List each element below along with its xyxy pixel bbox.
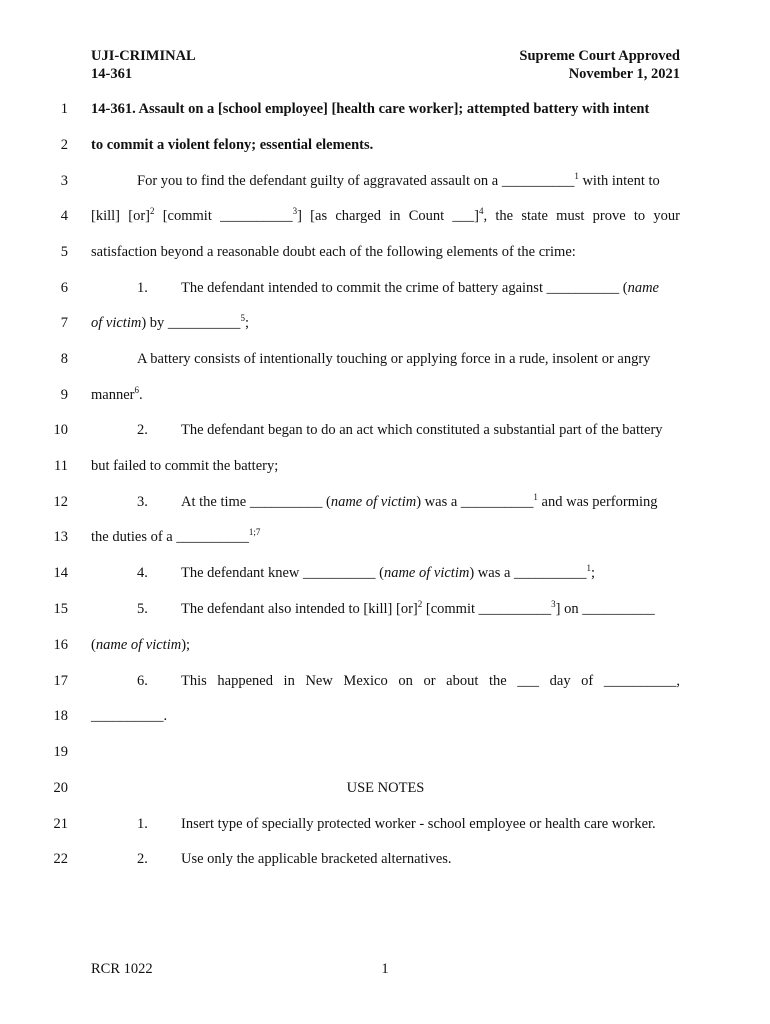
line-number: 12 [53,494,68,510]
footer-rule-number: RCR 1022 [91,961,153,977]
element-number: 2. [137,422,148,438]
footnote-ref: 1 [574,171,579,181]
body-text-italic: name of victim [330,494,417,510]
footnote-ref: 1 [586,563,592,573]
body-text: ; [244,315,249,331]
use-note-number: 2. [137,851,148,867]
body-line-5: satisfaction beyond a reasonable doubt each of the following elements of the crime: [91,244,576,260]
body-line-16 [91,637,680,654]
body-text: The defendant also intended to [kill] [or] [181,601,418,617]
body-text: The defendant began to do an act which constituted a substantial part of the battery [181,422,663,438]
body-text: ; [591,565,596,581]
body-text: the duties of a __________ [91,529,249,545]
body-text: [commit __________ [422,601,552,617]
instruction-title-line-1: 14-361. Assault on a [school employee] [health care worker]; attempted battery with intent [91,101,650,117]
battery-definition: A battery consists of intentionally touching or applying force in a rude, insolent or angry [137,351,651,367]
use-note-text: Insert type of specially protected worker - school employee or health care worker. [181,816,656,832]
line-number: 1 [60,101,68,117]
line-number: 6 [60,280,68,296]
line-number: 18 [53,708,68,724]
use-notes-heading: USE NOTES [346,780,425,796]
line-number: 5 [60,244,68,260]
element-number: 5. [137,601,148,617]
body-text: [commit __________ [154,208,293,224]
header-approval: Supreme Court Approved [519,48,680,64]
header-date: November 1, 2021 [568,66,680,82]
body-text: [kill] [or] [91,208,150,224]
line-number: 3 [60,173,68,189]
body-text: . [138,387,143,403]
body-text: ( [91,637,96,653]
footnote-ref: 1 [533,492,538,502]
line-number: 13 [53,529,68,545]
element-3 [137,494,680,511]
line-number: 2 [60,137,68,153]
use-note-number: 1. [137,816,148,832]
line-number: 7 [60,315,68,331]
body-text: manner [91,387,135,403]
element-number: 1. [137,280,148,296]
body-text: At the time __________ ( [181,494,331,510]
line-number: 20 [53,780,68,796]
body-text: ] on __________ [555,601,655,617]
line-number: 21 [53,816,68,832]
page-number: 1 [381,961,389,977]
line-number: 10 [53,422,68,438]
element-4 [137,565,680,582]
element-number: 4. [137,565,148,581]
body-text: ); [181,637,191,653]
instruction-title-line-2: to commit a violent felony; essential elements. [91,137,374,153]
element-2 [137,422,680,439]
body-text: ] [as charged in Count ___] [297,208,480,224]
footnote-ref: 3 [292,206,298,216]
line-number: 14 [53,565,68,581]
body-text: with intent to [578,173,660,189]
body-text-italic: of victim [91,315,142,331]
line-number: 11 [54,458,68,474]
element-5 [137,601,680,618]
body-line-13 [91,529,680,546]
body-text: This happened in New Mexico on or about the ___ day of __________, [181,673,680,689]
body-text: and was performing [537,494,658,510]
use-note-text: Use only the applicable bracketed alternatives. [181,851,452,867]
body-text: ) was a __________ [469,565,587,581]
element-number: 6. [137,673,148,689]
header-instruction-number: 14-361 [91,66,133,82]
body-text: The defendant intended to commit the crime of battery against __________ ( [181,280,628,296]
body-text: The defendant knew __________ ( [181,565,384,581]
body-line-7 [91,315,680,332]
body-line-18: __________. [91,708,168,724]
footnote-ref: 2 [149,206,155,216]
line-number: 17 [53,673,68,689]
body-text-italic: name [627,280,659,296]
footnote-ref: 5 [240,313,245,323]
body-text-italic: name of victim [383,565,470,581]
footnote-ref: 1;7 [248,527,261,537]
line-number: 15 [53,601,68,617]
footnote-ref: 2 [417,599,423,609]
line-number: 8 [60,351,68,367]
body-text: , the state must prove to your [483,208,680,224]
header-court-code: UJI-CRIMINAL [91,48,196,64]
use-note-item [137,816,680,833]
body-text-italic: name of victim [95,637,182,653]
element-6 [137,673,680,690]
body-text: ) was a __________ [416,494,534,510]
body-line-11: but failed to commit the battery; [91,458,279,474]
line-number: 4 [60,208,68,224]
body-text: ) by __________ [141,315,241,331]
footnote-ref: 4 [479,206,484,216]
line-number: 19 [53,744,68,760]
footnote-ref: 6 [134,385,139,395]
element-1 [137,280,680,297]
body-line-4 [91,208,680,225]
element-number: 3. [137,494,148,510]
footnote-ref: 3 [551,599,556,609]
line-number: 16 [53,637,68,653]
body-line-9 [91,387,680,404]
line-number: 9 [60,387,68,403]
body-line-3 [137,173,680,190]
use-note-item [137,851,680,868]
line-number: 22 [53,851,68,867]
body-text: For you to find the defendant guilty of aggravated assault on a __________ [137,173,575,189]
